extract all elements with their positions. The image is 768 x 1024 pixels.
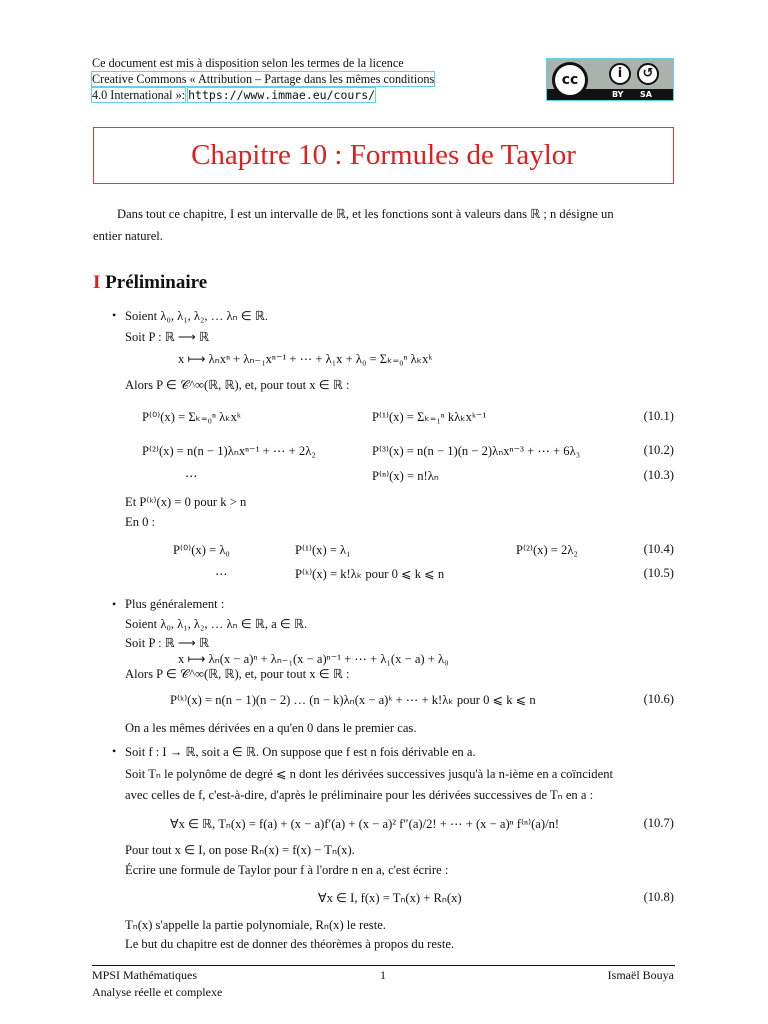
b1-line-6: En 0 : bbox=[125, 515, 156, 529]
eq-3a: ⋯ bbox=[185, 469, 198, 483]
badge-by-label: BY bbox=[612, 90, 624, 99]
eq-number-8: (10.8) bbox=[643, 890, 674, 904]
b1-line-2: Soit P : ℝ ⟶ ℝ bbox=[125, 330, 210, 344]
eq-1b: P⁽¹⁾(x) = Σₖ₌₁ⁿ kλₖxᵏ⁻¹ bbox=[372, 410, 487, 424]
b3-line-6: Tₙ(x) s'appelle la partie polynomiale, Rₙ(x) le reste. bbox=[125, 918, 386, 932]
eq-4a: P⁽⁰⁾(x) = λ₀ bbox=[173, 543, 230, 557]
eq-number-2: (10.2) bbox=[643, 443, 674, 457]
eq-2b: P⁽³⁾(x) = n(n − 1)(n − 2)λₙxⁿ⁻³ + ⋯ + 6λ₃ bbox=[372, 444, 581, 458]
eq-3b: P⁽ⁿ⁾(x) = n!λₙ bbox=[372, 469, 439, 483]
b1-line-4: Alors P ∈ 𝒞^∞(ℝ, ℝ), et, pour tout x ∈ ℝ : bbox=[125, 378, 350, 392]
intro-line-2: entier naturel. bbox=[93, 229, 163, 243]
eq-5b: P⁽ᵏ⁾(x) = k!λₖ pour 0 ⩽ k ⩽ n bbox=[295, 567, 445, 581]
bullet-dot: • bbox=[112, 744, 117, 758]
b3-line-1: Soit f : I → ℝ, soit a ∈ ℝ. On suppose que f est n fois dérivable en a. bbox=[125, 745, 476, 759]
b3-line-4: Pour tout x ∈ I, on pose Rₙ(x) = f(x) − Tₙ(x). bbox=[125, 843, 355, 857]
eq-number-7: (10.7) bbox=[643, 816, 674, 830]
eq-5a: ⋯ bbox=[215, 567, 228, 581]
cc-by-sa-badge[interactable] bbox=[546, 58, 674, 101]
eq-4b: P⁽¹⁾(x) = λ₁ bbox=[295, 543, 351, 557]
eq-number-3: (10.3) bbox=[643, 468, 674, 482]
license-line-1: Ce document est mis à disposition selon les termes de la licence bbox=[92, 56, 404, 70]
eq-6: P⁽ᵏ⁾(x) = n(n − 1)(n − 2) … (n − k)λₙ(x − a)ᵏ + ⋯ + k!λₖ pour 0 ⩽ k ⩽ n bbox=[170, 693, 536, 707]
license-link-2[interactable]: 4.0 International »: bbox=[92, 88, 186, 102]
page-number: 1 bbox=[380, 968, 386, 982]
footer-subject: Analyse réelle et complexe bbox=[92, 985, 223, 999]
b2-line-1: Plus généralement : bbox=[125, 597, 225, 611]
chapter-title: Chapitre 10 : Formules de Taylor bbox=[93, 127, 674, 184]
badge-sa-label: SA bbox=[640, 90, 652, 99]
eq-number-4: (10.4) bbox=[643, 542, 674, 556]
b2-line-6: On a les mêmes dérivées en a qu'en 0 dans le premier cas. bbox=[125, 721, 417, 735]
eq-8: ∀x ∈ I, f(x) = Tₙ(x) + Rₙ(x) bbox=[318, 891, 462, 905]
eq-1a: P⁽⁰⁾(x) = Σₖ₌₀ⁿ λₖxᵏ bbox=[142, 410, 241, 424]
eq-number-6: (10.6) bbox=[643, 692, 674, 706]
share-alike-icon: ↺ bbox=[637, 63, 659, 85]
eq-7: ∀x ∈ ℝ, Tₙ(x) = f(a) + (x − a)f′(a) + (x − a)² f″(a)/2! + ⋯ + (x − a)ⁿ f⁽ⁿ⁾(a)/n! bbox=[170, 817, 560, 831]
intro-line-1: Dans tout ce chapitre, I est un intervalle de ℝ, et les fonctions sont à valeurs dans ℝ ; n désigne un bbox=[117, 207, 614, 221]
b3-line-7: Le but du chapitre est de donner des théorèmes à propos du reste. bbox=[125, 937, 455, 951]
footer-course: MPSI Mathématiques bbox=[92, 968, 197, 982]
cc-icon: cc bbox=[552, 62, 588, 98]
section-title: Préliminaire bbox=[105, 272, 208, 293]
bullet-dot: • bbox=[112, 308, 117, 322]
license-link[interactable]: Creative Commons « Attribution – Partage dans les mêmes conditions bbox=[92, 72, 435, 86]
b2-line-5: Alors P ∈ 𝒞^∞(ℝ, ℝ), et, pour tout x ∈ ℝ : bbox=[125, 667, 350, 681]
course-url-link[interactable]: https://www.immae.eu/cours/ bbox=[188, 88, 376, 102]
section-heading bbox=[93, 272, 207, 294]
eq-number-5: (10.5) bbox=[643, 566, 674, 580]
eq-4c: P⁽²⁾(x) = 2λ₂ bbox=[516, 543, 578, 557]
b3-line-5: Écrire une formule de Taylor pour f à l'ordre n en a, c'est écrire : bbox=[125, 863, 449, 877]
section-number: I bbox=[93, 272, 101, 293]
b3-line-2: Soit Tₙ le polynôme de degré ⩽ n dont les dérivées successives jusqu'à la n-ième en a coïncident bbox=[125, 767, 613, 781]
license-notice bbox=[92, 55, 502, 103]
b3-line-3: avec celles de f, c'est-à-dire, d'après le préliminaire pour les dérivées successives de Tₙ en a : bbox=[125, 788, 594, 802]
b2-line-3: Soit P : ℝ ⟶ ℝ bbox=[125, 636, 210, 650]
person-icon: i bbox=[609, 63, 631, 85]
b2-line-2: Soient λ₀, λ₁, λ₂, … λₙ ∈ ℝ, a ∈ ℝ. bbox=[125, 617, 308, 631]
b2-line-4: x ⟼ λₙ(x − a)ⁿ + λₙ₋₁(x − a)ⁿ⁻¹ + ⋯ + λ₁(x − a) + λ₀ bbox=[178, 652, 449, 666]
b1-line-3: x ⟼ λₙxⁿ + λₙ₋₁xⁿ⁻¹ + ⋯ + λ₁x + λ₀ = Σₖ₌₀ⁿ λₖxᵏ bbox=[178, 352, 433, 366]
b1-line-5: Et P⁽ᵏ⁾(x) = 0 pour k > n bbox=[125, 495, 247, 509]
b1-line-1: Soient λ₀, λ₁, λ₂, … λₙ ∈ ℝ. bbox=[125, 309, 268, 323]
eq-2a: P⁽²⁾(x) = n(n − 1)λₙxⁿ⁻¹ + ⋯ + 2λ₂ bbox=[142, 444, 316, 458]
footer-rule bbox=[92, 965, 675, 966]
footer-author: Ismaël Bouya bbox=[607, 968, 674, 982]
bullet-dot: • bbox=[112, 597, 117, 611]
eq-number-1: (10.1) bbox=[643, 409, 674, 423]
